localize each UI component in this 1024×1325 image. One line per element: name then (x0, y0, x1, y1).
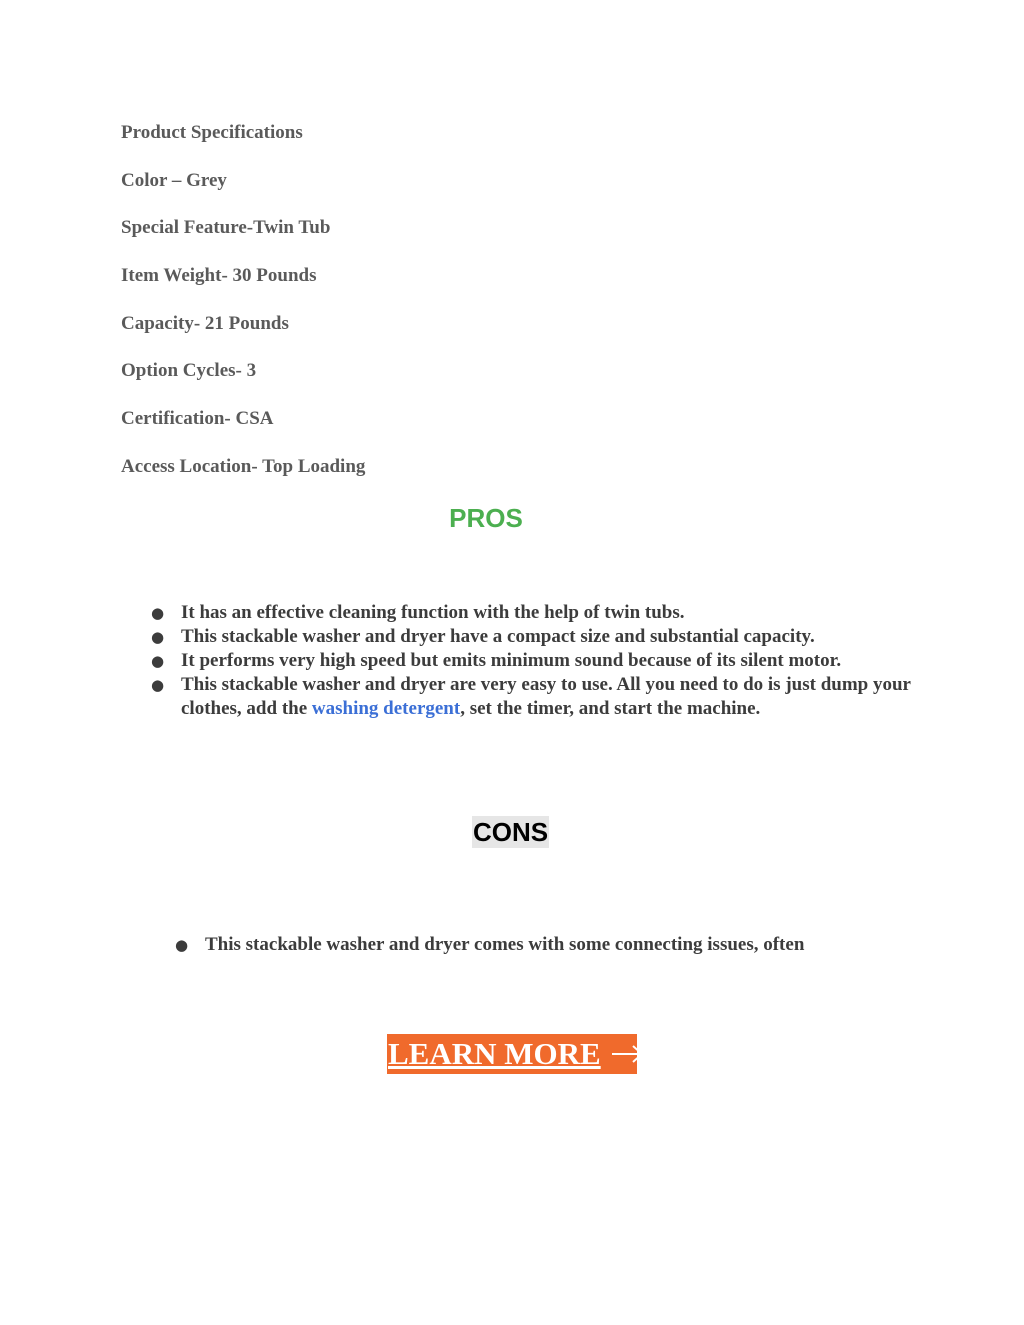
spec-title: Product Specifications (121, 122, 303, 143)
spec-item-weight: Item Weight- 30 Pounds (121, 265, 317, 286)
cons-item-text: This stackable washer and dryer comes with some connecting issues, often (205, 934, 805, 955)
bullet-icon: ● (175, 936, 189, 954)
pros-item-text: This stackable washer and dryer have a compact size and substantial capacity. (181, 626, 815, 647)
washing-detergent-link[interactable]: washing detergent (311, 698, 461, 719)
list-item (151, 625, 921, 649)
pros-heading: PROS (449, 503, 523, 533)
spec-access-location: Access Location- Top Loading (121, 456, 366, 477)
spec-certification: Certification- CSA (121, 408, 274, 429)
bullet-icon: ● (151, 628, 165, 646)
right-arrow-icon (611, 1036, 637, 1060)
pros-item-text-after-link: , set the timer, and start the machine. (460, 698, 761, 719)
spec-capacity: Capacity- 21 Pounds (121, 313, 289, 334)
pros-item-text: It has an effective cleaning function with the help of twin tubs. (181, 602, 685, 623)
cons-heading: CONS (473, 817, 549, 847)
pros-list (151, 601, 921, 721)
bullet-icon: ● (151, 604, 165, 622)
pros-item-text-before-link: This stackable washer and dryer are very easy to use. All you need to do is just dump your clothes, add the (181, 674, 911, 719)
learn-more-button[interactable] (387, 1034, 637, 1074)
list-item (151, 673, 921, 721)
spec-special-feature: Special Feature-Twin Tub (121, 217, 331, 238)
list-item (151, 649, 921, 673)
spec-option-cycles: Option Cycles- 3 (121, 360, 257, 381)
learn-more-label: LEARN MORE (388, 1036, 601, 1071)
bullet-icon: ● (151, 676, 165, 694)
pros-item-text: It performs very high speed but emits minimum sound because of its silent motor. (181, 650, 842, 671)
cons-list (175, 933, 925, 957)
bullet-icon: ● (151, 652, 165, 670)
list-item (151, 601, 921, 625)
list-item (175, 933, 925, 957)
spec-color: Color – Grey (121, 170, 227, 191)
